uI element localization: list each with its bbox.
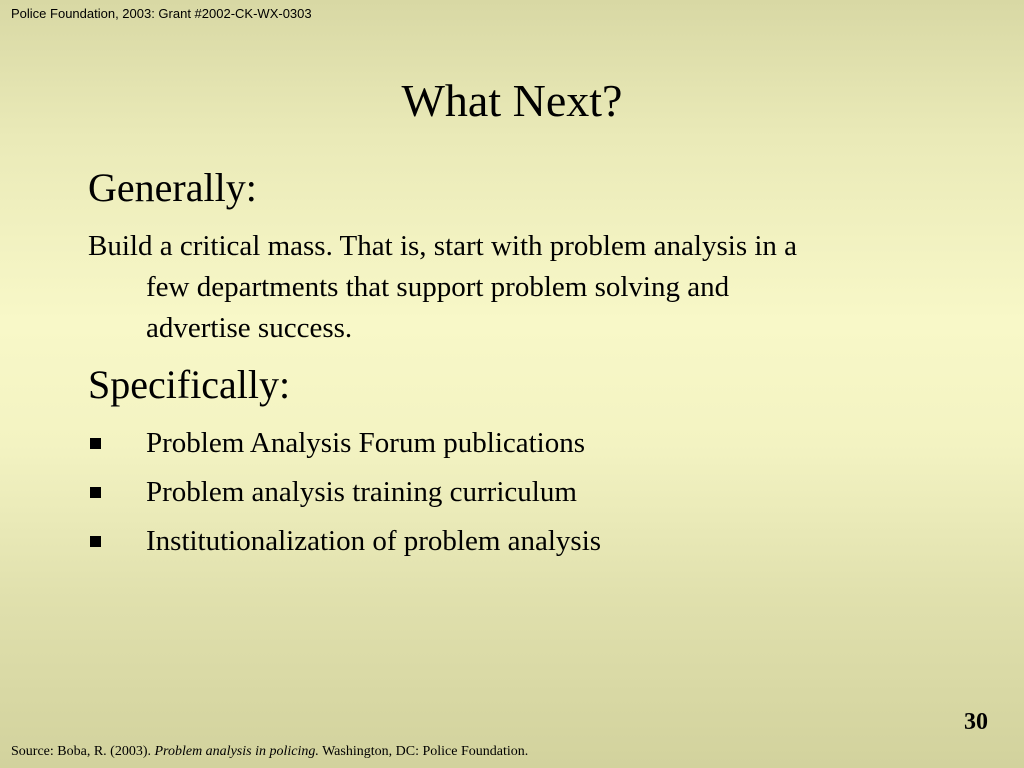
square-bullet-icon (90, 536, 101, 547)
source-suffix: Washington, DC: Police Foundation. (318, 744, 529, 759)
source-prefix: Source: Boba, R. (2003). (11, 744, 155, 759)
bullet-item (88, 517, 601, 566)
generally-paragraph (88, 226, 948, 349)
bullet-text: Institutionalization of problem analysis (146, 525, 602, 557)
paragraph-line: advertise success. (146, 312, 353, 344)
source-title: Problem analysis in policing. (154, 744, 319, 759)
page-number: 30 (964, 709, 988, 735)
bullet-item (88, 419, 601, 468)
header-grant-note: Police Foundation, 2003: Grant #2002-CK-WX-0303 (11, 6, 312, 21)
paragraph-line: few departments that support problem solving and (146, 271, 730, 303)
bullet-text: Problem analysis training curriculum (146, 476, 577, 508)
generally-heading: Generally: (88, 165, 257, 210)
paragraph-line: Build a critical mass. That is, start with problem analysis in a (88, 230, 798, 262)
bullet-item (88, 468, 601, 517)
specifically-bullet-list (88, 419, 601, 566)
bullet-text: Problem Analysis Forum publications (146, 427, 586, 459)
footer-source-citation (11, 743, 528, 761)
specifically-heading: Specifically: (88, 362, 291, 407)
slide-title: What Next? (401, 75, 623, 126)
square-bullet-icon (90, 487, 101, 498)
square-bullet-icon (90, 438, 101, 449)
